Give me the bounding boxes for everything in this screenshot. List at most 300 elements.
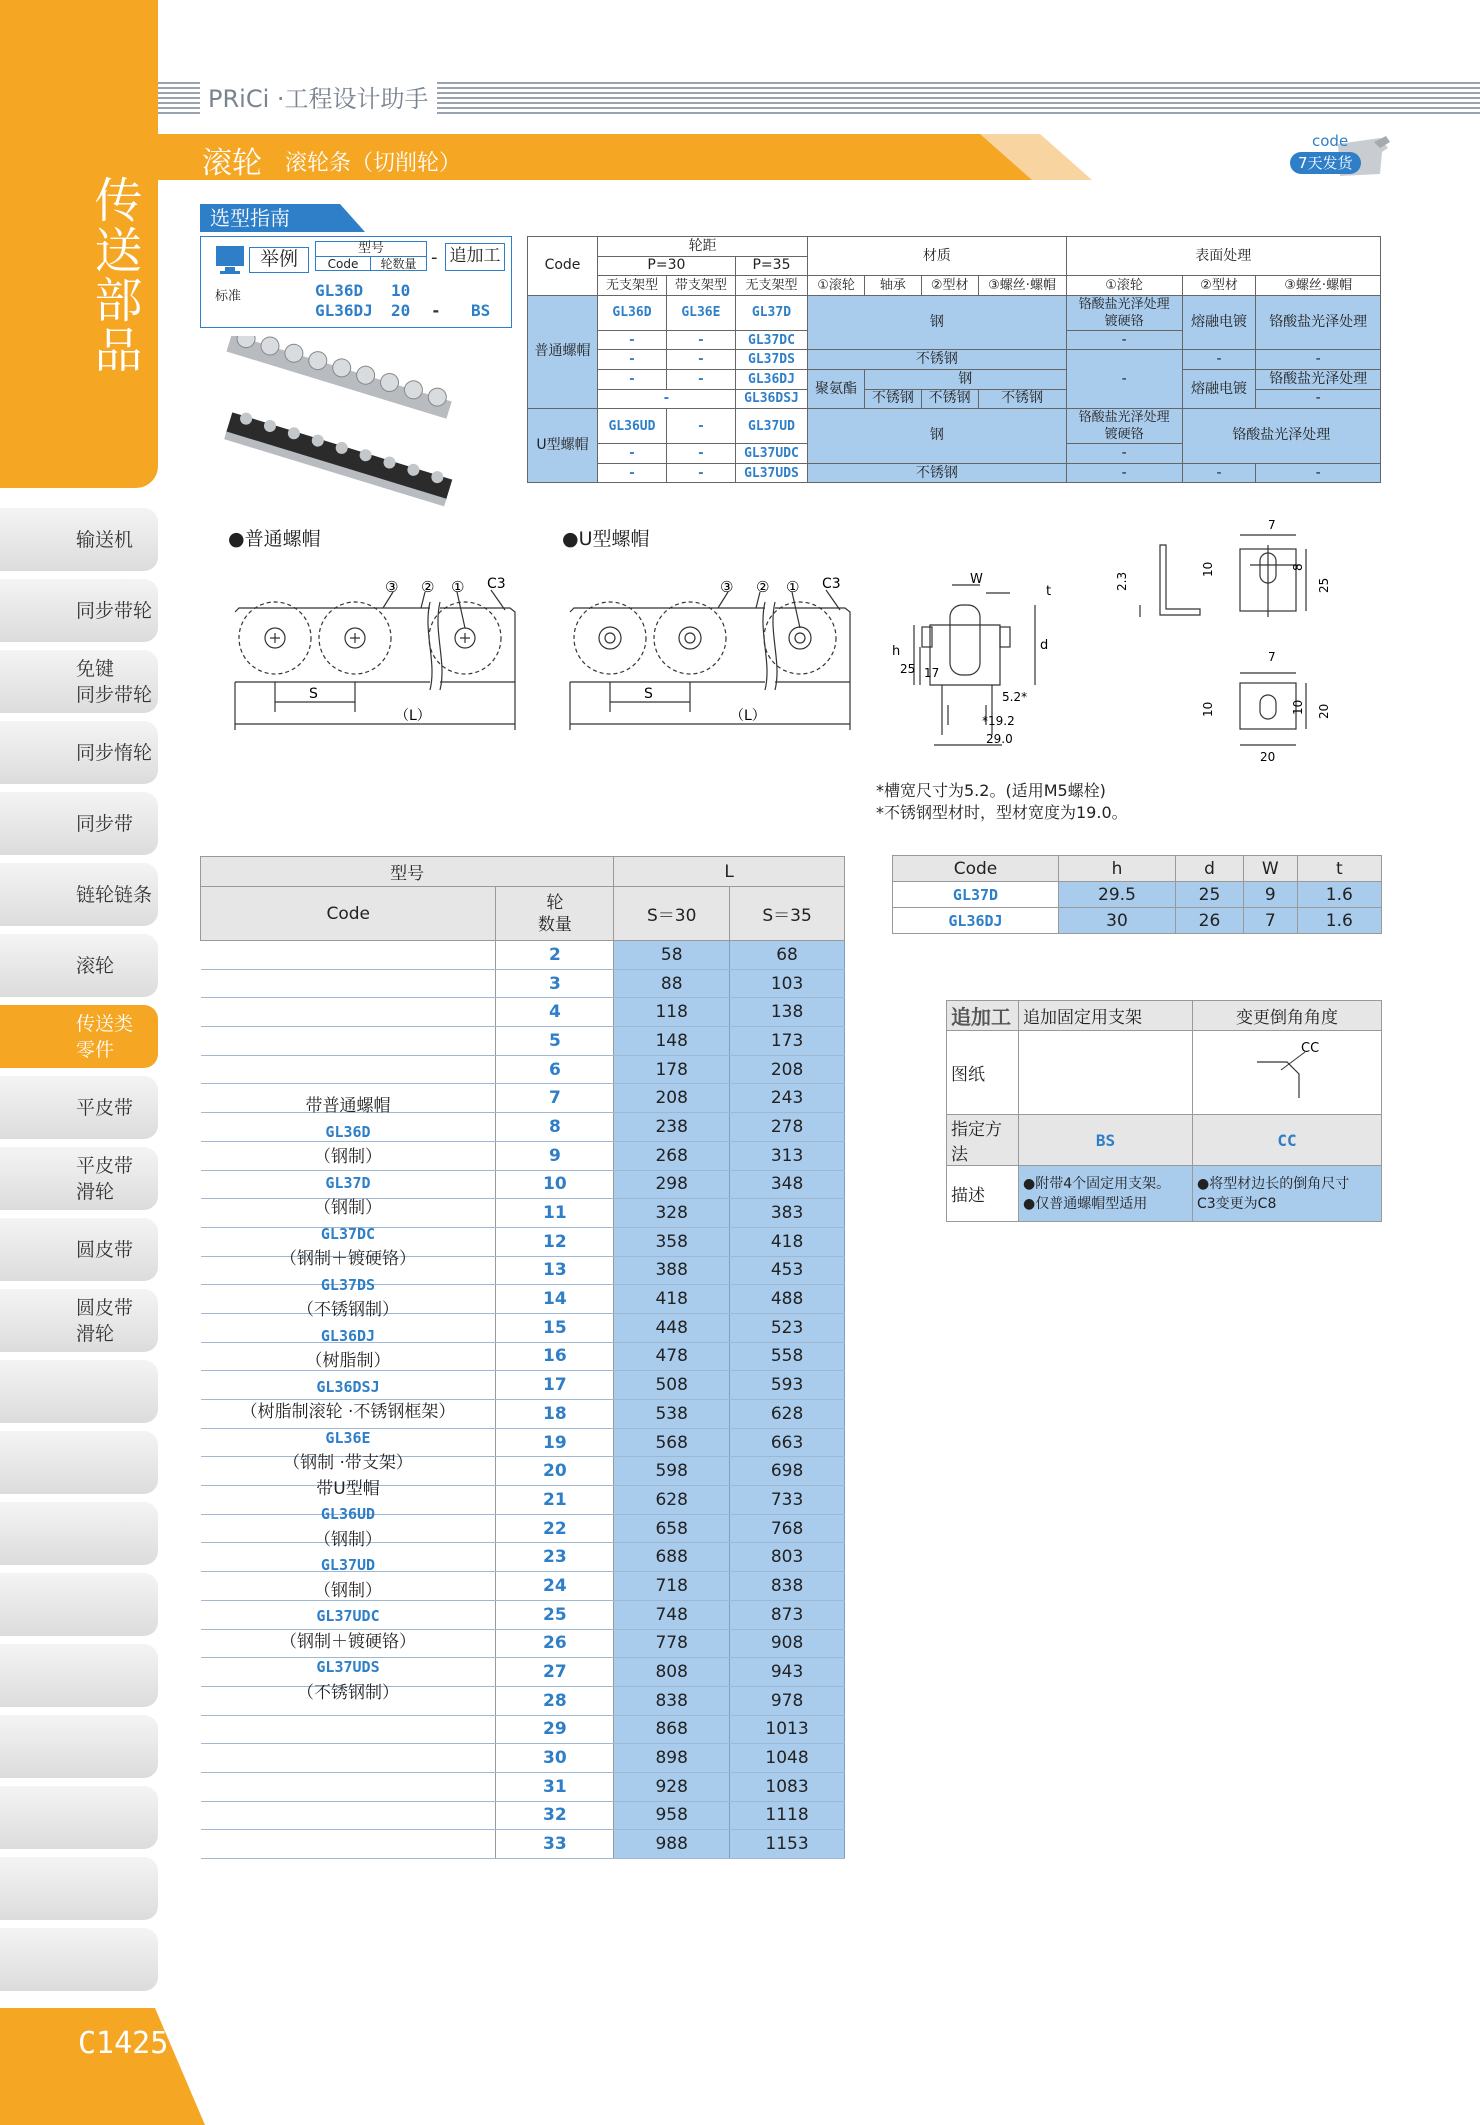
sidebar-item-11[interactable]: 圆皮带 滑轮 — [0, 1289, 158, 1352]
lt-s35: 558 — [730, 1342, 845, 1371]
lt-s30: 328 — [614, 1199, 730, 1228]
dim-7: 7 — [1268, 518, 1276, 532]
lt-code-cell — [201, 969, 496, 998]
sidebar-item-20[interactable] — [0, 1928, 158, 1991]
lt-product-code: GL37D — [325, 1173, 371, 1192]
lt-product-desc: （不锈钢制） — [297, 1682, 399, 1703]
lt-count: 13 — [496, 1256, 614, 1285]
th-s-screw: ③螺丝·螺帽 — [1256, 276, 1381, 296]
lt-s35: 348 — [730, 1170, 845, 1199]
ap-cc-desc: ●将型材边长的倒角尺寸 C3变更为C8 — [1193, 1166, 1382, 1222]
lt-count: 5 — [496, 1027, 614, 1056]
ap-bs: BS — [1019, 1115, 1193, 1166]
model-label: 型号 — [357, 241, 384, 256]
lt-s35: 208 — [730, 1055, 845, 1084]
cell-gl36d: GL36D — [598, 295, 667, 330]
th-pitch: 轮距 — [598, 237, 808, 257]
lt-count: 7 — [496, 1084, 614, 1113]
lt-product-desc: （不锈钢制） — [297, 1300, 399, 1320]
dimension-table — [892, 855, 1382, 934]
cell-dash: - — [598, 369, 667, 389]
lt-row — [201, 1801, 845, 1830]
lt-product-code: GL36D — [325, 1122, 371, 1141]
lt-count: 15 — [496, 1313, 614, 1342]
lt-s35: 1013 — [730, 1715, 845, 1744]
product-image — [214, 336, 466, 518]
cell-chrome2-2: 铬酸盐光泽处理 — [1256, 369, 1381, 389]
sidebar-item-13[interactable] — [0, 1431, 158, 1494]
dim-20: 20 — [1317, 703, 1331, 719]
dim-10c: 10 — [1291, 699, 1305, 715]
lt-s30: 298 — [614, 1170, 730, 1199]
cell-gl36e: GL36E — [666, 295, 735, 330]
dim-290: 29.0 — [986, 732, 1013, 746]
lt-product-code: GL36UD — [320, 1505, 376, 1523]
lt-s35: 768 — [730, 1514, 845, 1543]
lt-s35: 383 — [730, 1199, 845, 1228]
standard-label: 标准 — [215, 289, 242, 304]
label-l: （L） — [395, 708, 431, 724]
th-nosup-2: 无支架型 — [735, 276, 807, 296]
cell-dash: - — [666, 444, 735, 464]
category-title: 传送部品 — [86, 175, 142, 375]
ap-cc: CC — [1193, 1115, 1382, 1166]
sidebar-item-5[interactable]: 链轮链条 — [0, 863, 158, 926]
dt-value: 25 — [1175, 882, 1243, 908]
sidebar-item-6[interactable]: 滚轮 — [0, 934, 158, 997]
lt-s35: 593 — [730, 1371, 845, 1400]
dim-d: d — [1040, 638, 1049, 653]
lt-count: 19 — [496, 1428, 614, 1457]
lt-count: 17 — [496, 1371, 614, 1400]
lt-s35: 103 — [730, 969, 845, 998]
dt-header: W — [1244, 856, 1298, 882]
lt-count: 2 — [496, 941, 614, 970]
cell-chrome-2: 铬酸盐光泽处理 镀硬铬 — [1066, 409, 1182, 444]
th-p35: P=35 — [735, 256, 807, 276]
cell-dash: - — [666, 409, 735, 444]
lt-s35: 243 — [730, 1084, 845, 1113]
ap-drawing-bs — [1019, 1031, 1193, 1115]
guide-title: 选型指南 — [210, 206, 290, 230]
cell-gl37uds: GL37UDS — [735, 463, 807, 483]
lt-code-cell — [201, 1744, 496, 1773]
lt-count: 29 — [496, 1715, 614, 1744]
example-label: 举例 — [249, 247, 309, 273]
lt-code-header: Code — [201, 887, 496, 941]
cell-gl36ud: GL36UD — [598, 409, 667, 444]
lt-row — [201, 941, 845, 970]
sidebar-item-10[interactable]: 圆皮带 — [0, 1218, 158, 1281]
lt-s30: 148 — [614, 1027, 730, 1056]
cell-gl37ds: GL37DS — [735, 350, 807, 370]
guide-box — [200, 236, 512, 328]
lt-count: 21 — [496, 1486, 614, 1515]
th-nosup-1: 无支架型 — [598, 276, 667, 296]
lt-s30: 508 — [614, 1371, 730, 1400]
lt-count: 26 — [496, 1629, 614, 1658]
lt-count: 10 — [496, 1170, 614, 1199]
note-2: *不锈钢型材时，型材宽度为19.0。 — [876, 803, 1128, 822]
dt-header: d — [1175, 856, 1243, 882]
guide-dash-2: - — [431, 301, 441, 320]
lt-row — [201, 969, 845, 998]
dim-7b: 7 — [1268, 650, 1276, 664]
normal-nut-heading: ●普通螺帽 — [228, 528, 321, 550]
lt-s30: 58 — [614, 941, 730, 970]
lt-count: 25 — [496, 1600, 614, 1629]
th-m-roller: ①滚轮 — [808, 276, 865, 296]
lt-row — [201, 1744, 845, 1773]
lt-product-code: GL36E — [325, 1428, 371, 1447]
label-2: ② — [421, 578, 435, 596]
guide-count-2: 20 — [391, 301, 411, 320]
cell-gl37d: GL37D — [735, 295, 807, 330]
grp-u-nut: U型螺帽 — [528, 409, 598, 483]
dt-value: 26 — [1175, 908, 1243, 934]
lt-s30: 748 — [614, 1600, 730, 1629]
cell-dash: - — [666, 369, 735, 389]
lt-count: 4 — [496, 998, 614, 1027]
dim-25: 25 — [900, 662, 916, 676]
u-nut-drawing — [560, 572, 880, 732]
cell-dash: - — [666, 350, 735, 370]
lt-s30: 958 — [614, 1801, 730, 1830]
dt-value: 7 — [1244, 908, 1298, 934]
sidebar-item-9[interactable]: 平皮带 滑轮 — [0, 1147, 158, 1210]
lt-s35: 1118 — [730, 1801, 845, 1830]
lt-s35: 278 — [730, 1113, 845, 1142]
lt-count: 31 — [496, 1772, 614, 1801]
dt-value: 9 — [1244, 882, 1298, 908]
dim-17: 17 — [924, 666, 940, 680]
lt-code-cell — [201, 941, 496, 970]
lt-product-desc: （钢制） — [314, 1580, 382, 1601]
cell-dash: - — [598, 463, 667, 483]
lt-s30: 178 — [614, 1055, 730, 1084]
th-m-bearing: 轴承 — [864, 276, 921, 296]
lt-l-header: L — [614, 857, 845, 887]
lt-s30: 538 — [614, 1400, 730, 1429]
lt-s30: 238 — [614, 1113, 730, 1142]
th-s-profile: ②型材 — [1182, 276, 1256, 296]
label-3: ③ — [720, 578, 734, 596]
sidebar-item-3[interactable]: 同步惰轮 — [0, 721, 158, 784]
dt-header: Code — [893, 856, 1059, 882]
sidebar-item-16[interactable] — [0, 1644, 158, 1707]
dt-header: t — [1297, 856, 1381, 882]
page-number: C1425 — [78, 2026, 169, 2061]
sidebar-item-2[interactable]: 免键 同步带轮 — [0, 650, 158, 713]
cell-dash: - — [1066, 330, 1182, 350]
lt-product-desc: （钢制＋镀硬铬） — [280, 1249, 416, 1269]
lt-count: 6 — [496, 1055, 614, 1084]
brand-text: PRiCi ·工程设计助手 — [200, 82, 437, 116]
lt-count: 16 — [496, 1342, 614, 1371]
lt-code-cell — [201, 998, 496, 1027]
cell-poly: 聚氨酯 — [808, 369, 865, 408]
bracket-drawing — [1100, 505, 1360, 775]
ap-corner: 追加工 — [947, 1001, 1019, 1031]
lt-product-desc: （钢制＋镀硬铬） — [280, 1631, 416, 1652]
cell-dash: - — [1256, 463, 1381, 483]
th-m-profile: ②型材 — [921, 276, 978, 296]
cell-ss-1: 不锈钢 — [808, 350, 1066, 370]
lt-s30: 118 — [614, 998, 730, 1027]
lt-s30: 628 — [614, 1486, 730, 1515]
cell-chrome2-3: 铬酸盐光泽处理 — [1182, 409, 1380, 464]
ap-h2: 变更倒角角度 — [1193, 1001, 1382, 1031]
lt-product-desc: （树脂制） — [305, 1351, 391, 1371]
cell-steel-1: 钢 — [808, 295, 1066, 350]
dt-code: GL37D — [893, 882, 1059, 908]
addl-label: 追加工 — [445, 243, 505, 271]
dim-20b: 20 — [1260, 750, 1276, 764]
dim-t: t — [1046, 584, 1052, 599]
lt-code-cell — [201, 1055, 496, 1084]
lt-product-desc: （树脂制滚轮 ·不锈钢框架） — [240, 1402, 456, 1422]
sidebar-item-14[interactable] — [0, 1502, 158, 1565]
sidebar-item-1[interactable]: 同步带轮 — [0, 579, 158, 642]
cell-zinc-1: 熔融电镀 — [1182, 295, 1256, 350]
lt-s30: 838 — [614, 1686, 730, 1715]
lt-model-header: 型号 — [201, 857, 614, 887]
cell-dash: - — [1256, 350, 1381, 370]
lt-row — [201, 998, 845, 1027]
lt-s35: 68 — [730, 941, 845, 970]
page-subtitle: 滚轮条（切削轮） — [285, 151, 462, 176]
dim-10: 10 — [1201, 561, 1215, 577]
lt-product-code: GL37UDC — [316, 1607, 380, 1625]
lt-product-code: GL37UDS — [316, 1658, 380, 1676]
lt-s35: 138 — [730, 998, 845, 1027]
lt-s35: 628 — [730, 1400, 845, 1429]
lt-code-cell — [201, 1772, 496, 1801]
ap-cc-label: CC — [1301, 1041, 1320, 1056]
lt-product-desc: 带U型帽 — [316, 1478, 380, 1499]
sidebar-item-18[interactable] — [0, 1786, 158, 1849]
cell-dash: - — [598, 350, 667, 370]
cell-ss-5: 不锈钢 — [808, 463, 1066, 483]
cell-dash: - — [598, 330, 667, 350]
dim-52: 5.2* — [1002, 690, 1028, 704]
cell-ss-4: 不锈钢 — [978, 389, 1066, 409]
lt-count: 8 — [496, 1113, 614, 1142]
lt-code-cell — [201, 1027, 496, 1056]
lt-s35-header: S＝35 — [730, 887, 845, 941]
lt-s35: 873 — [730, 1600, 845, 1629]
lt-s35: 488 — [730, 1285, 845, 1314]
lt-count: 28 — [496, 1686, 614, 1715]
guide-count-1: 10 — [391, 281, 411, 300]
sidebar-item-8[interactable]: 平皮带 — [0, 1076, 158, 1139]
dash: - — [431, 247, 438, 268]
lt-s35: 908 — [730, 1629, 845, 1658]
cell-dash: - — [1066, 463, 1182, 483]
lt-s35: 838 — [730, 1572, 845, 1601]
sidebar-item-4[interactable]: 同步带 — [0, 792, 158, 855]
lt-code-cell — [201, 1801, 496, 1830]
lt-count: 18 — [496, 1400, 614, 1429]
sidebar-item-0[interactable]: 输送机 — [0, 508, 158, 571]
th-surface: 表面处理 — [1066, 237, 1380, 276]
lt-row — [201, 1027, 845, 1056]
lt-s30: 208 — [614, 1084, 730, 1113]
lt-product-code: GL37DS — [320, 1275, 376, 1294]
cell-steel-2: 钢 — [864, 369, 1066, 389]
lt-code-list — [200, 1094, 496, 1706]
th-p30: P=30 — [598, 256, 736, 276]
lt-s30: 688 — [614, 1543, 730, 1572]
u-nut-heading: ●U型螺帽 — [562, 528, 650, 550]
th-material: 材质 — [808, 237, 1066, 276]
lt-s30: 598 — [614, 1457, 730, 1486]
note-1: *槽宽尺寸为5.2。(适用M5螺栓) — [876, 781, 1106, 800]
lt-s30: 778 — [614, 1629, 730, 1658]
cell-dash: - — [1066, 444, 1182, 464]
lt-s35: 313 — [730, 1141, 845, 1170]
grp-normal-nut: 普通螺帽 — [528, 295, 598, 408]
sidebar-item-12[interactable] — [0, 1360, 158, 1423]
lt-s35: 453 — [730, 1256, 845, 1285]
label-2: ② — [756, 578, 770, 596]
lt-count: 24 — [496, 1572, 614, 1601]
guide-code-2: GL36DJ — [315, 301, 373, 320]
cell-gl37ud: GL37UD — [735, 409, 807, 444]
lt-s30: 268 — [614, 1141, 730, 1170]
ap-spec-label: 指定方法 — [947, 1115, 1019, 1166]
monitor-icon — [215, 245, 245, 275]
lt-s30: 718 — [614, 1572, 730, 1601]
lt-count-header: 轮 数量 — [496, 887, 614, 941]
ap-drawing-cc — [1193, 1031, 1382, 1115]
addl-process-table — [946, 1000, 1382, 1222]
cell-zinc-2: 熔融电镀 — [1182, 369, 1256, 408]
lt-product-desc: （钢制） — [314, 1529, 382, 1550]
lt-s35: 1048 — [730, 1744, 845, 1773]
spec-table — [527, 236, 1381, 483]
lt-row — [201, 1830, 845, 1859]
delivery-pill: 7天发货 — [1290, 152, 1361, 174]
guide-addl-2: BS — [471, 301, 491, 320]
lt-s30: 358 — [614, 1227, 730, 1256]
lt-code-cell — [201, 1830, 496, 1859]
code-label: code — [1312, 132, 1349, 150]
lt-s35: 1083 — [730, 1772, 845, 1801]
label-l: （L） — [730, 708, 766, 724]
lt-code-cell — [201, 1715, 496, 1744]
dim-23: 2.3 — [1115, 571, 1129, 591]
label-s: S — [309, 686, 318, 702]
dt-value: 1.6 — [1297, 908, 1381, 934]
dt-value: 1.6 — [1297, 882, 1381, 908]
cell-dash: - — [1182, 350, 1256, 370]
sidebar-item-15[interactable] — [0, 1573, 158, 1636]
cell-dash: - — [666, 330, 735, 350]
cell-gl36dj: GL36DJ — [735, 369, 807, 389]
label-3: ③ — [385, 578, 399, 596]
lt-s30: 898 — [614, 1744, 730, 1773]
lt-s35: 803 — [730, 1543, 845, 1572]
lt-s35: 698 — [730, 1457, 845, 1486]
lt-row — [201, 1772, 845, 1801]
lt-count: 30 — [496, 1744, 614, 1773]
dt-code: GL36DJ — [893, 908, 1059, 934]
lt-count: 22 — [496, 1514, 614, 1543]
ap-h1: 追加固定用支架 — [1019, 1001, 1193, 1031]
lt-product-desc: （钢制 ·带支架） — [283, 1453, 413, 1473]
ap-bs-desc: ●附带4个固定用支架。 ●仅普通螺帽型适用 — [1019, 1166, 1193, 1222]
lt-count: 27 — [496, 1658, 614, 1687]
cell-dash: - — [1256, 389, 1381, 409]
guide-code-1: GL36D — [315, 281, 364, 300]
lt-s30: 568 — [614, 1428, 730, 1457]
dim-192: *19.2 — [982, 714, 1015, 728]
lt-s35: 978 — [730, 1686, 845, 1715]
lt-s35: 1153 — [730, 1830, 845, 1859]
lt-count: 9 — [496, 1141, 614, 1170]
lt-product-code: GL36DJ — [320, 1326, 376, 1345]
lt-count: 32 — [496, 1801, 614, 1830]
sidebar-item-19[interactable] — [0, 1857, 158, 1920]
cell-steel-3: 钢 — [808, 409, 1066, 464]
lt-s30: 418 — [614, 1285, 730, 1314]
sidebar-item-17[interactable] — [0, 1715, 158, 1778]
label-1: ① — [451, 578, 465, 596]
lt-row — [201, 1055, 845, 1084]
lt-s35: 943 — [730, 1658, 845, 1687]
lt-s30: 88 — [614, 969, 730, 998]
cell-dash: - — [598, 389, 736, 409]
chamfer-drawing — [1247, 1040, 1327, 1100]
lt-product-desc: （钢制） — [314, 1198, 382, 1218]
page-title: 滚轮 — [202, 146, 262, 181]
guide-example-rows — [315, 281, 490, 321]
lt-s30: 988 — [614, 1830, 730, 1859]
lt-s35: 418 — [730, 1227, 845, 1256]
ap-desc-label: 描述 — [947, 1166, 1019, 1222]
cell-dash: - — [666, 463, 735, 483]
cell-dash-surface: - — [1066, 350, 1182, 409]
ap-drawing-label: 图纸 — [947, 1031, 1019, 1115]
dim-8: 8 — [1291, 563, 1305, 571]
lt-product-code: GL37DC — [320, 1224, 376, 1243]
lt-s35: 733 — [730, 1486, 845, 1515]
model-box — [315, 241, 427, 271]
lt-count: 3 — [496, 969, 614, 998]
label-s: S — [644, 686, 653, 702]
lt-product-code: GL36DSJ — [316, 1377, 380, 1396]
dim-h: h — [892, 644, 901, 659]
left-sidebar — [0, 0, 169, 2125]
lt-count: 11 — [496, 1199, 614, 1228]
lt-count: 23 — [496, 1543, 614, 1572]
lt-product-code: GL37UD — [320, 1556, 376, 1574]
lt-count: 14 — [496, 1285, 614, 1314]
dim-w: W — [970, 572, 983, 587]
lt-s30: 928 — [614, 1772, 730, 1801]
cell-gl36dsj: GL36DSJ — [735, 389, 807, 409]
lt-s35: 663 — [730, 1428, 845, 1457]
sidebar-item-7[interactable]: 传送类 零件 — [0, 1005, 158, 1068]
label-c3: C3 — [487, 576, 506, 592]
label-1: ① — [786, 578, 800, 596]
lt-s30: 478 — [614, 1342, 730, 1371]
dt-value: 30 — [1059, 908, 1176, 934]
th-m-screw: ③螺丝·螺帽 — [978, 276, 1066, 296]
th-code: Code — [528, 237, 598, 296]
lt-s30: 448 — [614, 1313, 730, 1342]
